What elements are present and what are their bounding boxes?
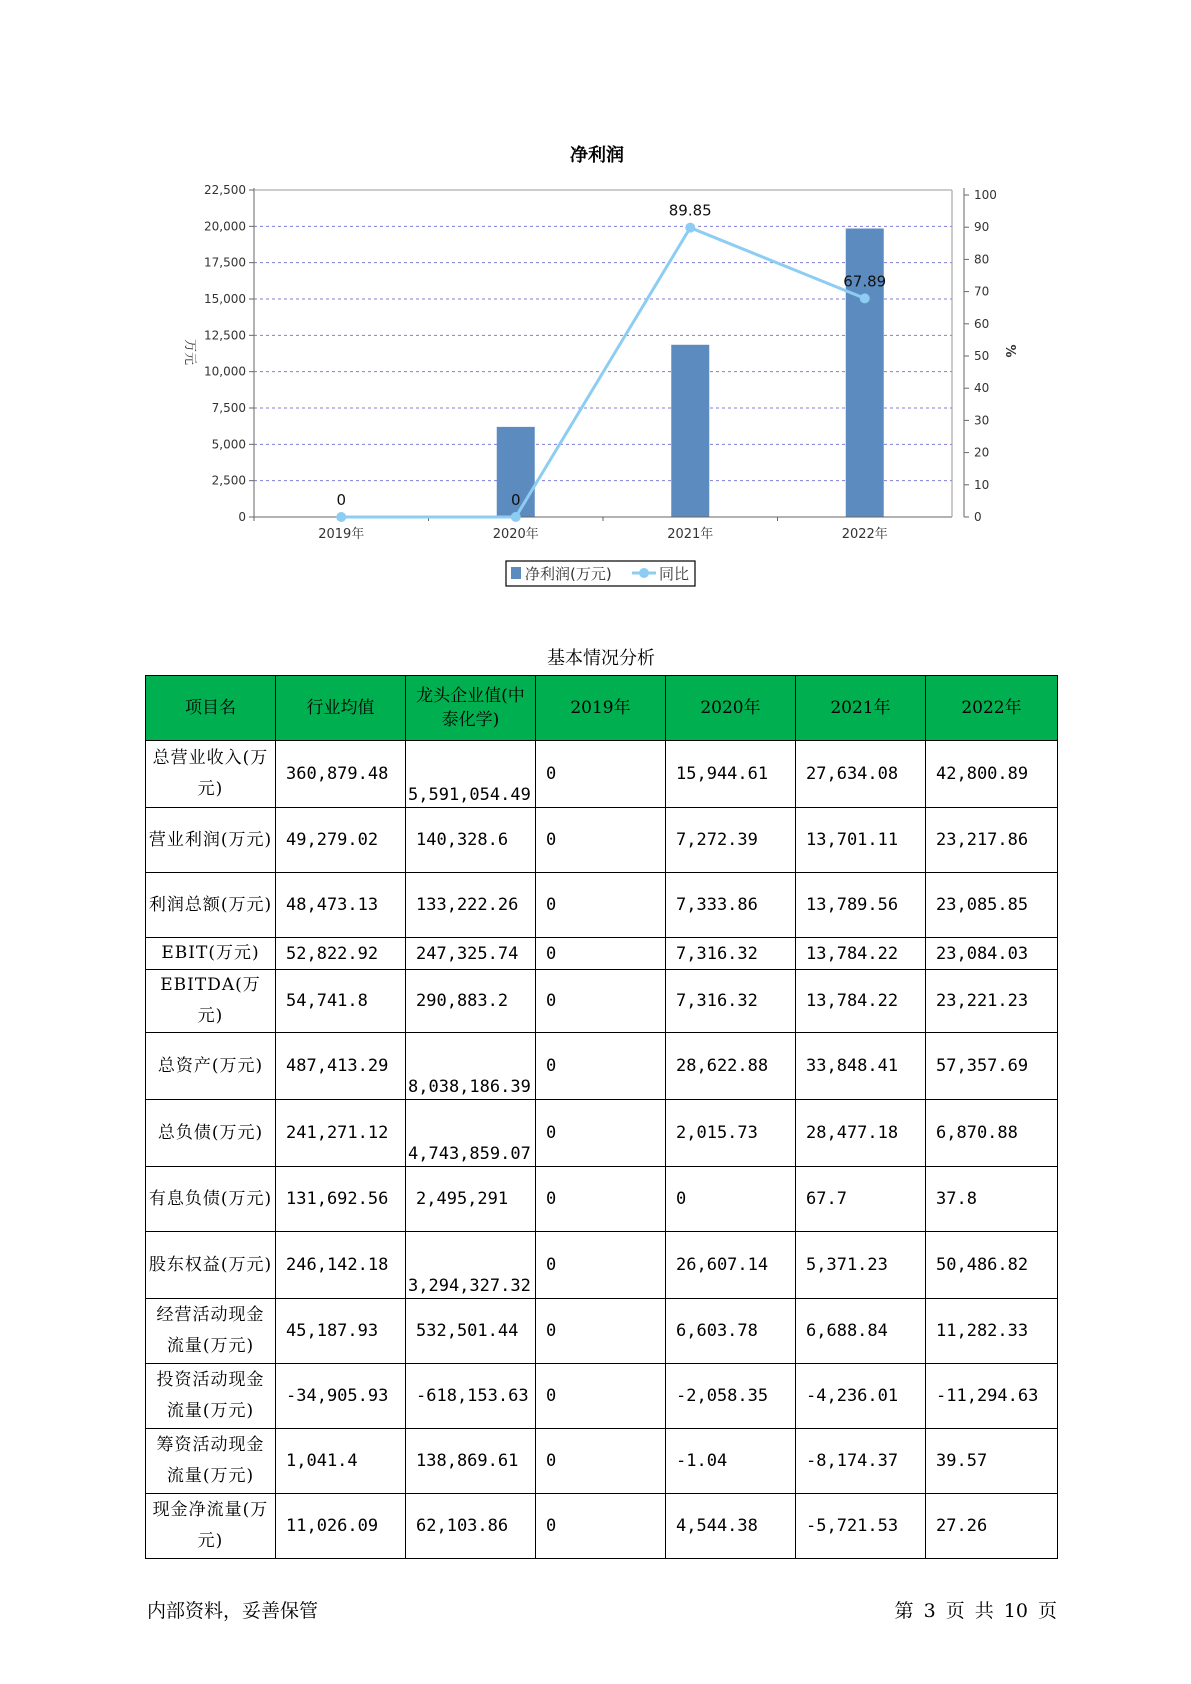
table-cell: 0: [666, 1167, 796, 1232]
y-axis-label: 万元: [182, 338, 197, 366]
yoy-point: [685, 223, 695, 233]
table-cell: 33,848.41: [796, 1033, 926, 1100]
column-header: 2020年: [666, 676, 796, 741]
table-cell: 11,026.09: [276, 1494, 406, 1559]
table-cell: 27,634.08: [796, 741, 926, 808]
table-cell: 140,328.6: [406, 808, 536, 873]
table-cell: 27.26: [926, 1494, 1058, 1559]
row-label: 投资活动现金流量(万元): [146, 1364, 276, 1429]
y-tick-label: 22,500: [204, 183, 246, 197]
table-cell: 3,294,327.32: [406, 1232, 536, 1299]
y-tick-label: 7,500: [211, 401, 246, 415]
footer-confidential-note: 内部资料，妥善保管: [147, 1600, 319, 1622]
table-cell: 26,607.14: [666, 1232, 796, 1299]
yoy-data-label: 67.89: [843, 272, 887, 291]
table-cell: 28,477.18: [796, 1100, 926, 1167]
y2-tick-label: 60: [974, 316, 990, 331]
table-cell: 42,800.89: [926, 741, 1058, 808]
table-cell: 4,544.38: [666, 1494, 796, 1559]
table-cell: -1.04: [666, 1429, 796, 1494]
table-cell: 45,187.93: [276, 1299, 406, 1364]
table-cell: 13,784.22: [796, 970, 926, 1033]
table-cell: 15,944.61: [666, 741, 796, 808]
table-cell: -34,905.93: [276, 1364, 406, 1429]
table-cell: 0: [536, 873, 666, 938]
y2-tick-label: 40: [974, 381, 990, 396]
y-tick-label: 20,000: [204, 219, 246, 234]
y-tick-label: 12,500: [204, 328, 246, 343]
row-label: 经营活动现金流量(万元): [146, 1299, 276, 1364]
yoy-point: [860, 293, 870, 303]
table-cell: 7,316.32: [666, 938, 796, 970]
row-label: 营业利润(万元): [146, 808, 276, 873]
table-cell: 49,279.02: [276, 808, 406, 873]
table-cell: 50,486.82: [926, 1232, 1058, 1299]
table-cell: 0: [536, 938, 666, 970]
table-row: [146, 938, 1058, 970]
table-cell: 6,870.88: [926, 1100, 1058, 1167]
legend-bar-swatch: [511, 567, 521, 579]
table-cell: 246,142.18: [276, 1232, 406, 1299]
table-cell: 0: [536, 1033, 666, 1100]
table-cell: 54,741.8: [276, 970, 406, 1033]
table-cell: -2,058.35: [666, 1364, 796, 1429]
chart-bars: [497, 229, 887, 517]
table-cell: 8,038,186.39: [406, 1033, 536, 1100]
footer-page-number: 第 3 页 共 10 页: [894, 1600, 1057, 1622]
basic-analysis-table: [145, 675, 1058, 1559]
y2-tick-label: 80: [974, 252, 990, 267]
table-cell: 0: [536, 1364, 666, 1429]
yoy-line: [341, 228, 865, 517]
yoy-point: [336, 512, 346, 522]
table-cell: -11,294.63: [926, 1364, 1058, 1429]
table-cell: 23,085.85: [926, 873, 1058, 938]
table-cell: 1,041.4: [276, 1429, 406, 1494]
column-header: 2019年: [536, 676, 666, 741]
table-row: [146, 1167, 1058, 1232]
column-header: 项目名: [146, 676, 276, 741]
table-cell: 0: [536, 808, 666, 873]
table-cell: 62,103.86: [406, 1494, 536, 1559]
table-cell: 13,784.22: [796, 938, 926, 970]
table-cell: -5,721.53: [796, 1494, 926, 1559]
table-cell: 48,473.13: [276, 873, 406, 938]
yoy-point: [511, 512, 521, 522]
y2-tick-label: 50: [974, 349, 990, 363]
table-row: [146, 1429, 1058, 1494]
table-cell: 7,316.32: [666, 970, 796, 1033]
chart-legend: [506, 561, 695, 586]
table-row: [146, 741, 1058, 808]
yoy-data-label: 0: [510, 491, 521, 509]
chart-line-series: [336, 202, 886, 522]
row-label: 总营业收入(万元): [146, 741, 276, 808]
table-row: [146, 808, 1058, 873]
y2-tick-label: 90: [974, 220, 990, 235]
table-row: [146, 1494, 1058, 1559]
table-cell: 138,869.61: [406, 1429, 536, 1494]
x-tick-label: 2020年: [492, 527, 539, 542]
table-cell: 6,688.84: [796, 1299, 926, 1364]
table-cell: 5,591,054.49: [406, 741, 536, 808]
table-cell: 247,325.74: [406, 938, 536, 970]
table-cell: 13,789.56: [796, 873, 926, 938]
y2-tick-label: 10: [974, 477, 990, 492]
row-label: EBITDA(万元): [146, 970, 276, 1033]
table-cell: 67.7: [796, 1167, 926, 1232]
table-cell: 7,333.86: [666, 873, 796, 938]
table-row: [146, 1232, 1058, 1299]
bar: [671, 345, 709, 517]
y-tick-label: 5,000: [211, 437, 246, 452]
column-header: 龙头企业值(中泰化学): [406, 676, 536, 741]
row-label: 筹资活动现金流量(万元): [146, 1429, 276, 1494]
table-cell: 2,495,291: [406, 1167, 536, 1232]
y-tick-label: 15,000: [204, 292, 246, 306]
row-label: 股东权益(万元): [146, 1232, 276, 1299]
table-cell: 2,015.73: [666, 1100, 796, 1167]
y2-tick-label: 100: [974, 188, 997, 202]
table-cell: 5,371.23: [796, 1232, 926, 1299]
table-cell: 7,272.39: [666, 808, 796, 873]
y-tick-label: 0: [238, 510, 246, 524]
yoy-data-label: 0: [336, 491, 347, 509]
table-cell: 11,282.33: [926, 1299, 1058, 1364]
table-cell: 241,271.12: [276, 1100, 406, 1167]
table-cell: 39.57: [926, 1429, 1058, 1494]
table-cell: 360,879.48: [276, 741, 406, 808]
table-cell: 133,222.26: [406, 873, 536, 938]
table-cell: -8,174.37: [796, 1429, 926, 1494]
row-label: 有息负债(万元): [146, 1167, 276, 1232]
table-cell: 6,603.78: [666, 1299, 796, 1364]
table-cell: 4,743,859.07: [406, 1100, 536, 1167]
y2-tick-label: 70: [974, 284, 990, 299]
x-tick-label: 2021年: [667, 527, 714, 542]
table-cell: 0: [536, 1100, 666, 1167]
table-cell: 52,822.92: [276, 938, 406, 970]
row-label: 总资产(万元): [146, 1033, 276, 1100]
table-cell: 23,221.23: [926, 970, 1058, 1033]
table-row: [146, 1364, 1058, 1429]
table-cell: 0: [536, 970, 666, 1033]
legend-line-marker: [639, 568, 649, 578]
x-tick-label: 2019年: [318, 527, 365, 542]
table-cell: 532,501.44: [406, 1299, 536, 1364]
table-row: [146, 970, 1058, 1033]
table-cell: -618,153.63: [406, 1364, 536, 1429]
table-cell: 23,217.86: [926, 808, 1058, 873]
table-cell: 0: [536, 1494, 666, 1559]
table-row: [146, 1299, 1058, 1364]
y-tick-label: 10,000: [204, 364, 246, 379]
table-cell: 28,622.88: [666, 1033, 796, 1100]
table-row: [146, 1100, 1058, 1167]
table-cell: 290,883.2: [406, 970, 536, 1033]
y2-tick-label: 30: [974, 413, 990, 428]
table-cell: 487,413.29: [276, 1033, 406, 1100]
column-header: 2021年: [796, 676, 926, 741]
table-cell: 131,692.56: [276, 1167, 406, 1232]
net-profit-chart: [0, 0, 1191, 600]
table-cell: 0: [536, 1167, 666, 1232]
chart-title: 净利润: [570, 145, 624, 166]
table-caption: 基本情况分析: [547, 648, 655, 669]
table-cell: 13,701.11: [796, 808, 926, 873]
y2-tick-label: 0: [974, 510, 982, 524]
table-cell: 23,084.03: [926, 938, 1058, 970]
legend-line-label: 同比: [659, 565, 690, 583]
table-row: [146, 873, 1058, 938]
column-header: 2022年: [926, 676, 1058, 741]
table-cell: 0: [536, 1299, 666, 1364]
y-tick-label: 17,500: [204, 255, 246, 270]
row-label: 利润总额(万元): [146, 873, 276, 938]
table-cell: 57,357.69: [926, 1033, 1058, 1100]
column-header: 行业均值: [276, 676, 406, 741]
table-cell: 37.8: [926, 1167, 1058, 1232]
x-tick-label: 2022年: [841, 527, 888, 542]
row-label: EBIT(万元): [146, 938, 276, 970]
y2-tick-label: 20: [974, 445, 990, 460]
y-tick-label: 2,500: [211, 473, 246, 488]
table-row: [146, 1033, 1058, 1100]
table-header-row: [146, 676, 1058, 741]
table-cell: 0: [536, 1429, 666, 1494]
table-cell: -4,236.01: [796, 1364, 926, 1429]
row-label: 现金净流量(万元): [146, 1494, 276, 1559]
row-label: 总负债(万元): [146, 1100, 276, 1167]
yoy-data-label: 89.85: [668, 201, 712, 220]
legend-bar-label: 净利润(万元): [525, 565, 612, 583]
y2-axis-label: %: [1002, 344, 1017, 358]
table-cell: 0: [536, 1232, 666, 1299]
table-cell: 0: [536, 741, 666, 808]
